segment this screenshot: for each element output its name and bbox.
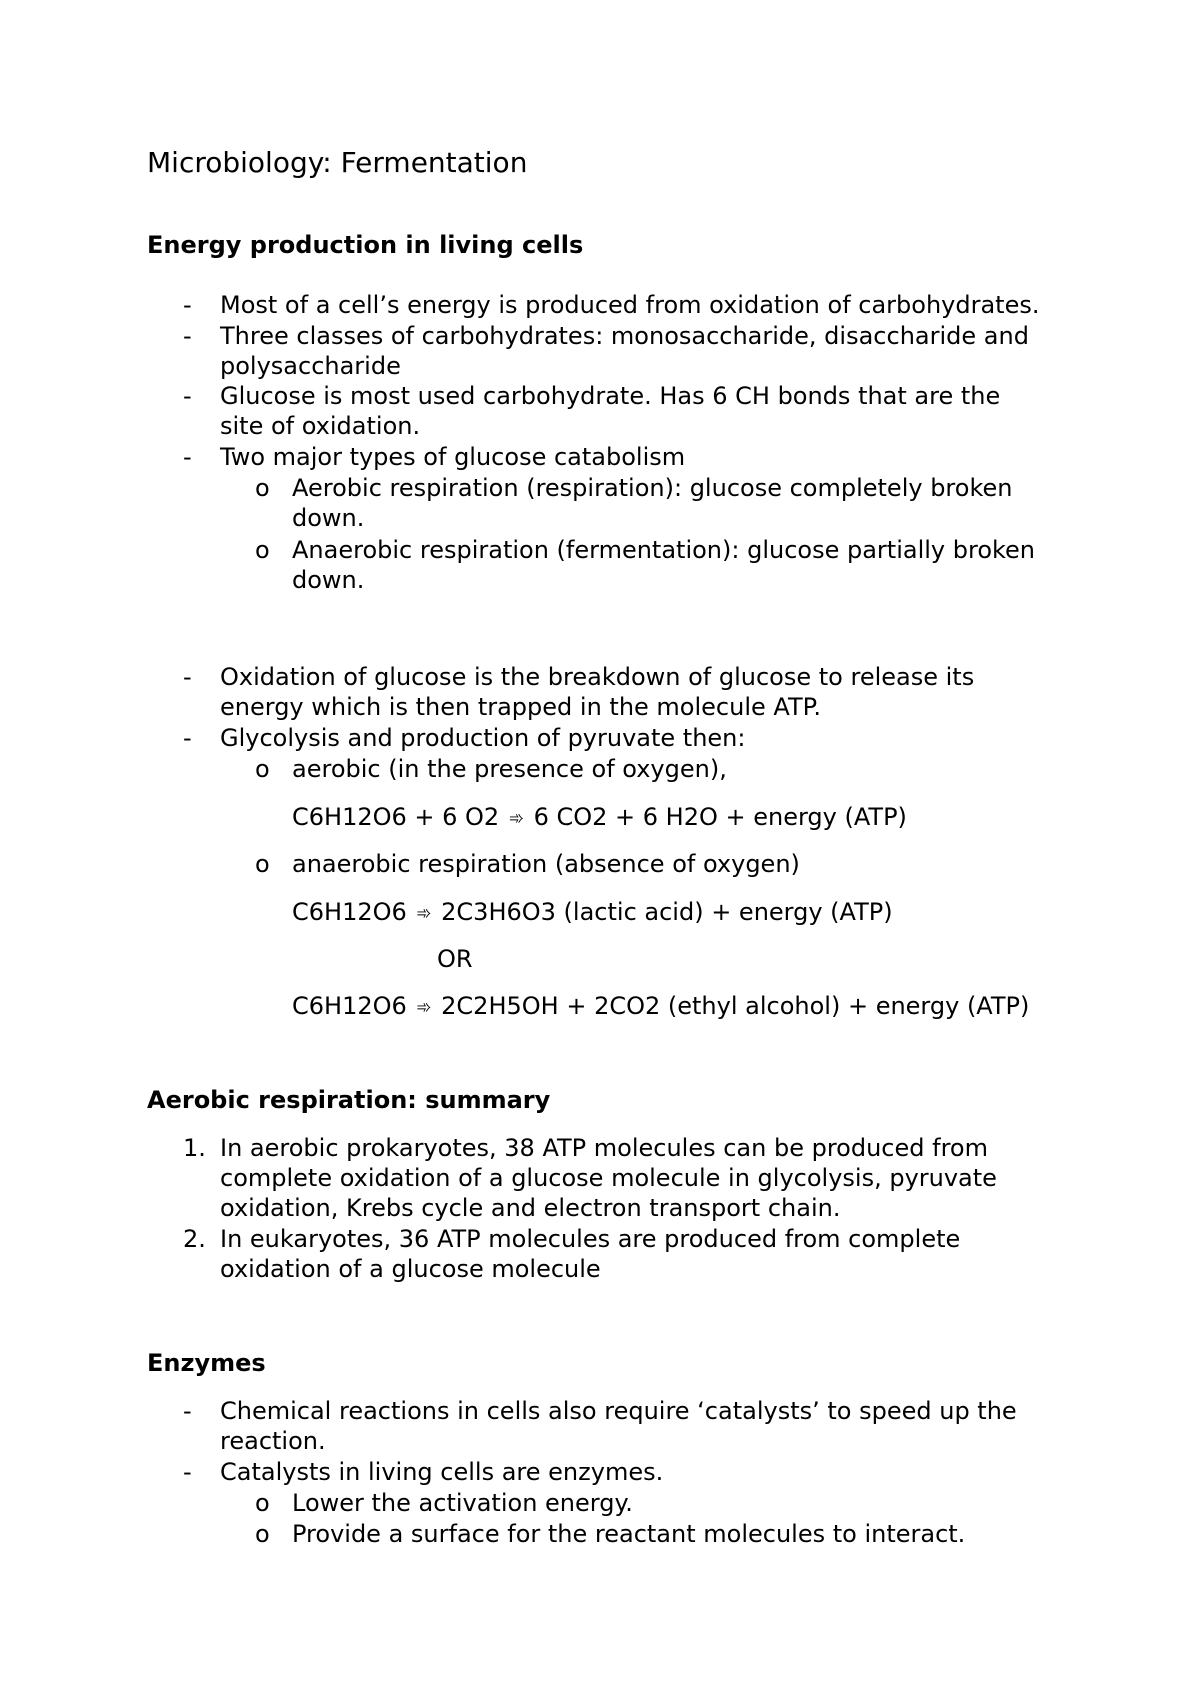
equation-or: OR	[437, 945, 473, 973]
document-title: Microbiology: Fermentation	[147, 146, 528, 179]
bullet-text: Catalysts in living cells are enzymes.	[220, 1458, 664, 1486]
heading-enzymes: Enzymes	[147, 1349, 266, 1377]
bullet-text: reaction.	[220, 1427, 326, 1455]
bullet-text: Glucose is most used carbohydrate. Has 6 CH bonds that are the	[220, 382, 1001, 410]
sub-bullet-text: Lower the activation energy.	[292, 1489, 633, 1517]
arrow-icon: ➾	[416, 903, 432, 924]
bullet-circle: o	[255, 474, 270, 502]
bullet-dash: -	[183, 1458, 192, 1486]
bullet-dash: -	[183, 291, 192, 319]
equation-products: 2C3H6O3 (lactic acid) + energy (ATP)	[441, 898, 893, 926]
bullet-dash: -	[183, 1397, 192, 1425]
list-item-text: In aerobic prokaryotes, 38 ATP molecules can be produced from	[220, 1134, 988, 1162]
list-number: 1.	[183, 1134, 206, 1162]
bullet-text: Chemical reactions in cells also require ‘catalysts’ to speed up the	[220, 1397, 1017, 1425]
bullet-circle: o	[255, 1520, 270, 1548]
equation-ethyl-alcohol	[292, 991, 1029, 1023]
bullet-text: Glycolysis and production of pyruvate then:	[220, 724, 746, 752]
list-item-text: complete oxidation of a glucose molecule in glycolysis, pyruvate	[220, 1164, 997, 1192]
list-number: 2.	[183, 1225, 206, 1253]
equation-reactants: C6H12O6	[292, 992, 407, 1020]
bullet-text: site of oxidation.	[220, 412, 421, 440]
bullet-text: polysaccharide	[220, 352, 401, 380]
bullet-dash: -	[183, 443, 192, 471]
sub-bullet-text: Provide a surface for the reactant molecules to interact.	[292, 1520, 966, 1548]
sub-bullet-text: anaerobic respiration (absence of oxygen)	[292, 850, 800, 878]
bullet-text: Oxidation of glucose is the breakdown of glucose to release its	[220, 663, 975, 691]
equation-aerobic	[292, 802, 907, 834]
equation-products: 6 CO2 + 6 H2O + energy (ATP)	[533, 803, 907, 831]
sub-bullet-text: down.	[292, 504, 365, 532]
sub-bullet-text: Aerobic respiration (respiration): glucose completely broken	[292, 474, 1013, 502]
bullet-dash: -	[183, 322, 192, 350]
sub-bullet-text: Anaerobic respiration (fermentation): glucose partially broken	[292, 536, 1036, 564]
bullet-dash: -	[183, 663, 192, 691]
bullet-text: Two major types of glucose catabolism	[220, 443, 686, 471]
bullet-circle: o	[255, 850, 270, 878]
bullet-dash: -	[183, 382, 192, 410]
equation-products: 2C2H5OH + 2CO2 (ethyl alcohol) + energy (ATP)	[441, 992, 1030, 1020]
equation-lactic-acid	[292, 897, 893, 929]
heading-energy-production: Energy production in living cells	[147, 231, 584, 259]
bullet-text: energy which is then trapped in the molecule ATP.	[220, 693, 821, 721]
list-item-text: oxidation of a glucose molecule	[220, 1255, 601, 1283]
bullet-text: Most of a cell’s energy is produced from oxidation of carbohydrates.	[220, 291, 1040, 319]
bullet-text: Three classes of carbohydrates: monosaccharide, disaccharide and	[220, 322, 1029, 350]
bullet-dash: -	[183, 724, 192, 752]
list-item-text: oxidation, Krebs cycle and electron transport chain.	[220, 1194, 841, 1222]
bullet-circle: o	[255, 1489, 270, 1517]
arrow-icon: ➾	[416, 997, 432, 1018]
equation-reactants: C6H12O6	[292, 898, 407, 926]
list-item-text: In eukaryotes, 36 ATP molecules are produced from complete	[220, 1225, 961, 1253]
sub-bullet-text: down.	[292, 566, 365, 594]
heading-aerobic-summary: Aerobic respiration: summary	[147, 1086, 551, 1114]
sub-bullet-text: aerobic (in the presence of oxygen),	[292, 755, 727, 783]
equation-reactants: C6H12O6 + 6 O2	[292, 803, 500, 831]
bullet-circle: o	[255, 536, 270, 564]
bullet-circle: o	[255, 755, 270, 783]
arrow-icon: ➾	[508, 808, 524, 829]
